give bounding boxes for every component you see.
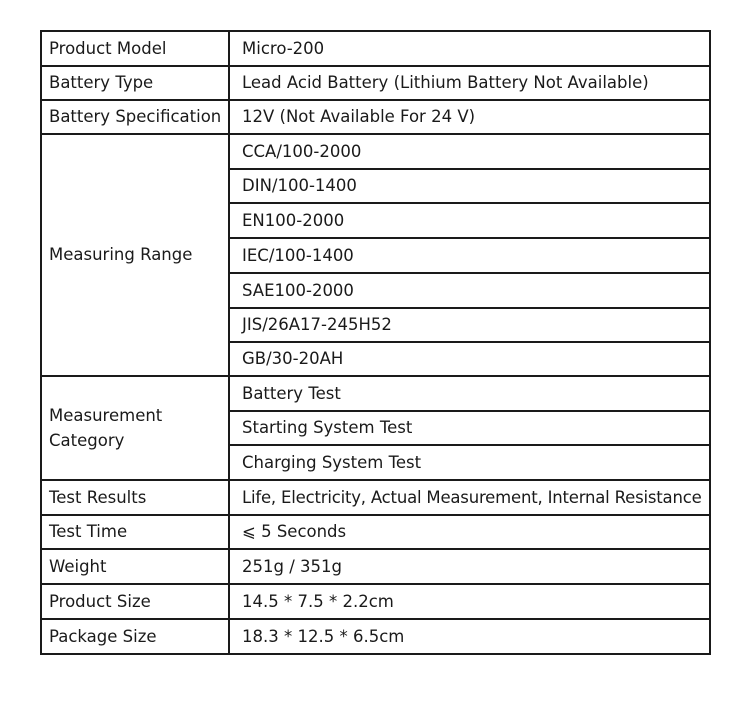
- product-size-value: 14.5 * 7.5 * 2.2cm: [229, 584, 710, 619]
- battery-type-label: Battery Type: [41, 66, 229, 100]
- test-time-label: Test Time: [41, 515, 229, 549]
- measurement-category-value: Battery Test: [229, 376, 710, 411]
- table-row-product-model: [41, 31, 710, 66]
- battery-specification-label: Battery Specification: [41, 100, 229, 134]
- product-size-label: Product Size: [41, 584, 229, 619]
- package-size-value: 18.3 * 12.5 * 6.5cm: [229, 619, 710, 654]
- measuring-range-value: IEC/100-1400: [229, 238, 710, 273]
- measurement-category-value: Starting System Test: [229, 411, 710, 445]
- weight-value: 251g / 351g: [229, 549, 710, 584]
- table-row-weight: [41, 549, 710, 584]
- table-row-product-size: [41, 584, 710, 619]
- measuring-range-value: JIS/26A17-245H52: [229, 308, 710, 342]
- product-model-label: Product Model: [41, 31, 229, 66]
- package-size-label: Package Size: [41, 619, 229, 654]
- measurement-category-label: Measurement Category: [41, 376, 229, 480]
- table-row-measurement-category: [41, 376, 710, 411]
- weight-label: Weight: [41, 549, 229, 584]
- battery-type-value: Lead Acid Battery (Lithium Battery Not Available): [229, 66, 710, 100]
- measuring-range-value: DIN/100-1400: [229, 169, 710, 203]
- table-row-package-size: [41, 619, 710, 654]
- table-row-battery-type: [41, 66, 710, 100]
- measuring-range-value: EN100-2000: [229, 203, 710, 238]
- table-row-battery-specification: [41, 100, 710, 134]
- test-time-value: ⩽ 5 Seconds: [229, 515, 710, 549]
- test-results-label: Test Results: [41, 480, 229, 515]
- measuring-range-value: GB/30-20AH: [229, 342, 710, 376]
- measuring-range-label: Measuring Range: [41, 134, 229, 376]
- table-row-measuring-range: [41, 134, 710, 169]
- test-results-value: Life, Electricity, Actual Measurement, Internal Resistance: [229, 480, 710, 515]
- measurement-category-value: Charging System Test: [229, 445, 710, 480]
- measuring-range-value: CCA/100-2000: [229, 134, 710, 169]
- table-row-test-results: [41, 480, 710, 515]
- product-model-value: Micro-200: [229, 31, 710, 66]
- battery-specification-value: 12V (Not Available For 24 V): [229, 100, 710, 134]
- spec-table: [40, 30, 711, 655]
- measuring-range-value: SAE100-2000: [229, 273, 710, 308]
- table-row-test-time: [41, 515, 710, 549]
